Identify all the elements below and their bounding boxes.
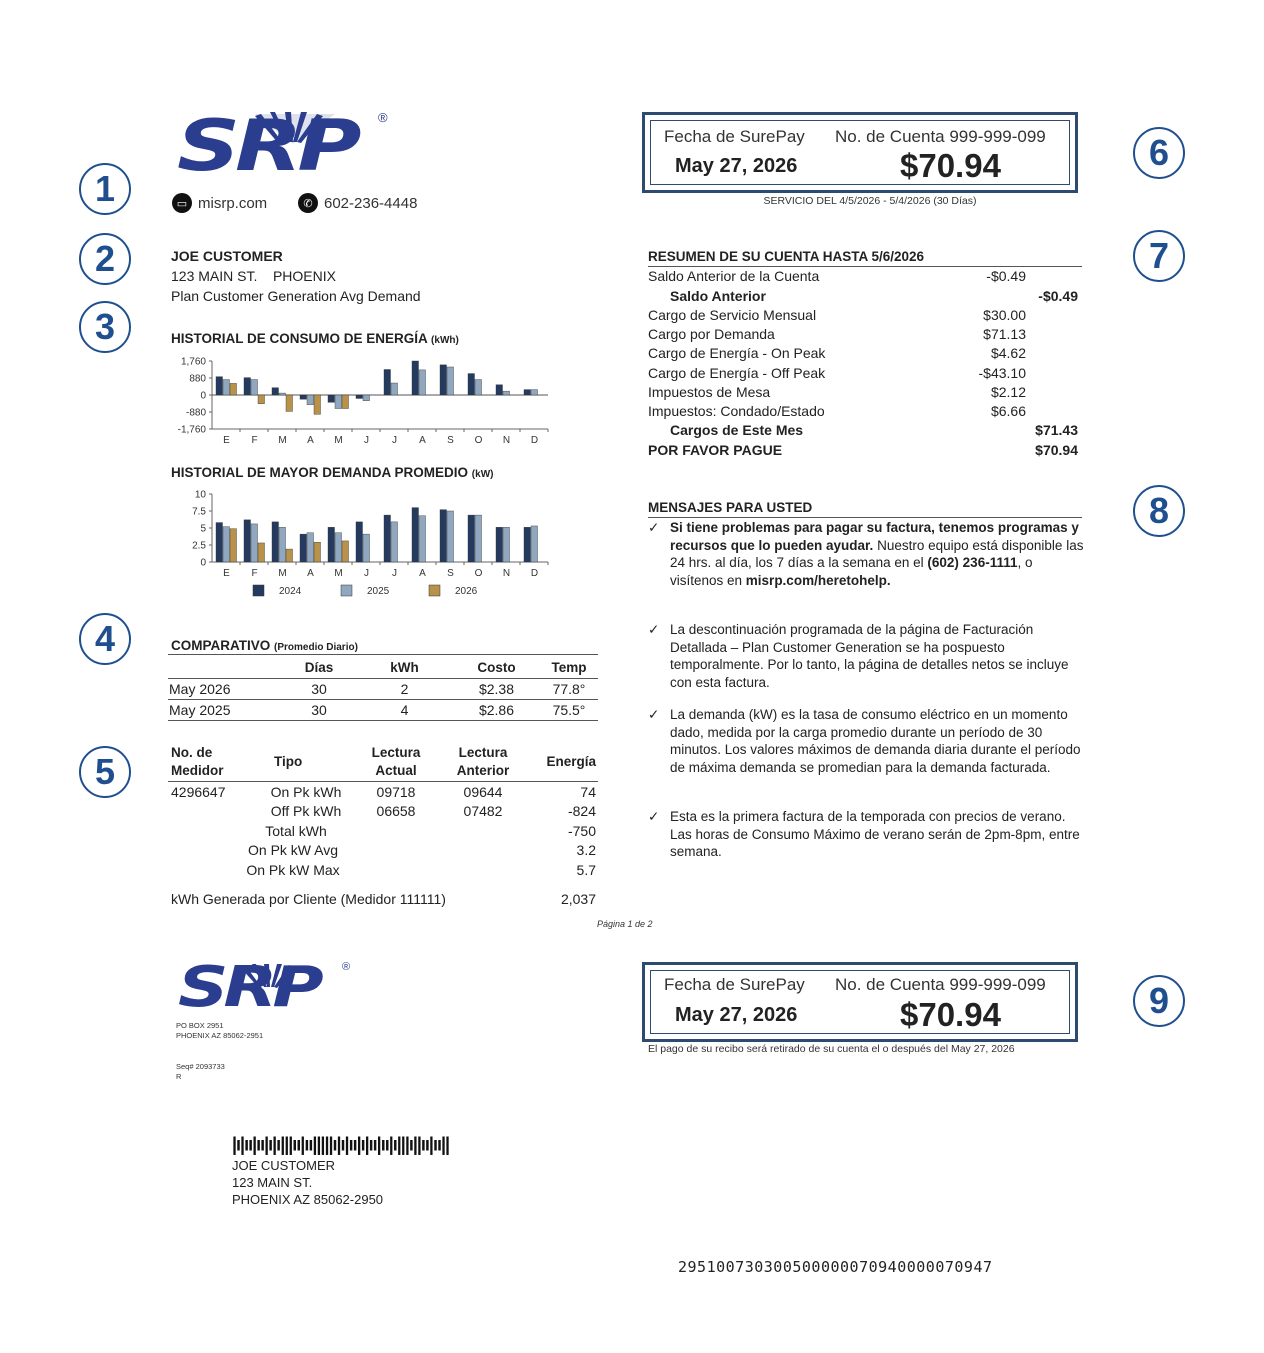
- monitor-icon: ▭: [172, 193, 192, 213]
- comparison-cell: 2: [400, 681, 409, 697]
- message-1-text: [670, 519, 1084, 589]
- bar-2026-M: [286, 395, 293, 411]
- bar-2024-N: [496, 385, 503, 395]
- customer-info: [171, 246, 421, 306]
- meter-energy: 74: [580, 784, 596, 800]
- bar-2024-J: [384, 515, 391, 562]
- message-1-body-2: , o visítenos en: [670, 555, 1033, 588]
- bar-2026-F: [258, 543, 265, 562]
- bar-2025-A: [307, 395, 314, 405]
- bar-2024-F: [244, 520, 251, 562]
- surepay-date: May 27, 2026: [675, 155, 798, 177]
- bar-2025-A: [307, 533, 314, 562]
- customer-city: PHOENIX: [272, 268, 336, 284]
- check-icon: ✓: [648, 520, 660, 535]
- y-tick-label: 0: [200, 557, 206, 569]
- y-tick-label: 1,760: [180, 356, 206, 368]
- bar-2025-A: [419, 370, 426, 395]
- summary-title: RESUMEN DE SU CUENTA HASTA 5/6/2026: [648, 249, 925, 264]
- meter-type: Total kWh: [265, 823, 327, 839]
- demand-history-chart: [168, 486, 554, 611]
- y-tick-label: 2.5: [192, 540, 206, 552]
- energy-history-title-text: HISTORIAL DE CONSUMO DE ENERGÍA: [171, 331, 428, 346]
- summary-row: [648, 403, 1080, 422]
- callout-7: 7: [1133, 230, 1185, 282]
- summary-row: [648, 307, 1080, 326]
- bar-2025-D: [531, 390, 538, 395]
- meter-rule: [168, 781, 598, 782]
- bar-2024-A: [412, 361, 419, 395]
- summary-row: [648, 345, 1080, 364]
- message-2: [648, 621, 1084, 691]
- mail-name: JOE CUSTOMER: [232, 1158, 336, 1173]
- srp-logo: [175, 105, 400, 187]
- summary-value: $4.62: [990, 345, 1026, 361]
- meter-header-previous-1: Lectura: [458, 745, 508, 760]
- messages-title: MENSAJES PARA USTED: [648, 500, 813, 515]
- bar-2024-M: [328, 395, 335, 402]
- meter-header-current-1: Lectura: [371, 745, 421, 760]
- meter-type: On Pk kW Max: [246, 862, 340, 878]
- comparison-header-days: Días: [282, 656, 356, 679]
- bar-2024-M: [328, 527, 335, 562]
- check-icon: ✓: [648, 809, 660, 824]
- bar-2025-M: [279, 393, 286, 395]
- bar-2026-A: [314, 542, 321, 562]
- comparison-cell: 30: [311, 681, 327, 697]
- table-row: [168, 700, 598, 721]
- x-tick-label: D: [530, 568, 539, 579]
- bar-2025-E: [223, 380, 230, 395]
- summary-row: [648, 384, 1080, 403]
- messages-rule: [648, 517, 1082, 518]
- x-tick-label: M: [278, 568, 287, 579]
- bar-2024-F: [244, 378, 251, 395]
- callout-8: 8: [1133, 485, 1185, 537]
- comparison-header-cost: Costo: [453, 656, 540, 679]
- surepay-label: Fecha de SurePay: [664, 127, 805, 146]
- bar-2026-M: [342, 541, 349, 562]
- bar-2024-A: [412, 508, 419, 562]
- legend-swatch-2025: [341, 585, 352, 596]
- comparison-cell: May 2026: [169, 681, 231, 697]
- bar-2025-J: [363, 534, 370, 562]
- summary-rule: [648, 266, 1082, 267]
- bar-2025-M: [279, 527, 286, 562]
- customer-plan: Plan Customer Generation Avg Demand: [171, 288, 421, 304]
- callout-6: 6: [1133, 127, 1185, 179]
- meter-type: Off Pk kWh: [270, 803, 342, 819]
- bar-2025-E: [223, 527, 230, 562]
- meter-energy: 3.2: [576, 842, 596, 858]
- x-tick-label: F: [251, 568, 258, 579]
- meter-header-previous-2: Anterior: [456, 763, 510, 778]
- customer-street: 123 MAIN ST.: [171, 268, 258, 284]
- y-tick-label: -1,760: [177, 424, 206, 436]
- customer-name: JOE CUSTOMER: [171, 248, 283, 264]
- comparison-header-kwh: kWh: [356, 656, 453, 679]
- bar-2025-F: [251, 380, 258, 395]
- message-2-text: La descontinuación programada de la página de Facturación Detallada – Plan Customer Generation se ha pospuesto temporalmente. Por lo tanto, la página de detalles netos se incluye con esta factura.: [670, 622, 1069, 690]
- bar-2024-J: [356, 522, 363, 562]
- message-4: [648, 808, 1084, 861]
- amount-due: $70.94: [900, 996, 1001, 1033]
- x-tick-label: J: [392, 435, 397, 446]
- bar-2025-S: [447, 511, 454, 562]
- y-tick-label: 880: [189, 373, 206, 385]
- x-tick-label: O: [474, 568, 483, 579]
- summary-row: [648, 442, 1080, 461]
- summary-value: -$43.10: [978, 365, 1026, 381]
- bar-2024-A: [300, 395, 307, 399]
- y-tick-label: -880: [185, 407, 206, 419]
- bar-2025-J: [363, 395, 370, 401]
- bar-2025-O: [475, 380, 482, 395]
- bar-2025-A: [419, 516, 426, 562]
- summary-total: $71.43: [1035, 422, 1078, 438]
- bar-2024-D: [524, 390, 531, 395]
- contact-web: [172, 193, 267, 213]
- help-phone: (602) 236-1111: [927, 555, 1018, 570]
- legend-swatch-2024: [253, 585, 264, 596]
- amount-to-pay: $70.94: [1035, 442, 1078, 458]
- scanline: 295100730300500000070940000070947: [678, 1258, 993, 1276]
- meter-header-meter-1: No. de: [171, 745, 213, 760]
- x-tick-label: J: [392, 568, 397, 579]
- x-tick-label: N: [502, 435, 511, 446]
- x-tick-label: A: [419, 568, 426, 579]
- legend-label-2026: 2026: [455, 586, 478, 597]
- legend-label-2025: 2025: [367, 586, 390, 597]
- message-3-text: La demanda (kW) es la tasa de consumo eléctrico en un momento dado, medida por la carga promedio durante un período de 30 minutos. Los valores máximos de demanda diaria durante el período de máxima demanda se promedian para la demanda facturada.: [670, 707, 1081, 775]
- bar-2026-E: [230, 383, 237, 395]
- bar-2025-O: [475, 515, 482, 562]
- x-tick-label: M: [278, 435, 287, 446]
- table-row: [168, 842, 598, 861]
- callout-2: 2: [79, 233, 131, 285]
- phone-icon: ✆: [298, 193, 318, 213]
- comparison-header-row: [168, 656, 598, 679]
- summary-label: Cargo de Energía - On Peak: [648, 345, 826, 361]
- bar-2024-N: [496, 527, 503, 562]
- x-tick-label: J: [364, 568, 369, 579]
- callout-3: 3: [79, 301, 131, 353]
- registered-mark: ®: [378, 110, 388, 125]
- bar-2024-J: [356, 395, 363, 398]
- summary-label: Cargo de Servicio Mensual: [648, 307, 817, 323]
- message-1-body: Nuestro equipo está disponible las 24 hrs. al día, los 7 días a la semana en el: [670, 537, 1084, 570]
- bar-2024-J: [384, 370, 391, 396]
- bar-2025-D: [531, 526, 538, 562]
- meter-type: On Pk kWh: [270, 784, 342, 800]
- service-period: SERVICIO DEL 4/5/2026 - 5/4/2026 (30 Días): [763, 195, 977, 207]
- x-tick-label: F: [251, 435, 258, 446]
- x-tick-label: O: [474, 435, 483, 446]
- x-tick-label: S: [447, 568, 454, 579]
- meter-previous: 07482: [463, 803, 503, 819]
- callout-9: 9: [1133, 975, 1185, 1027]
- message-1-bold: Si tiene problemas para pagar su factura, tenemos programas y recursos que lo pueden ayudar.: [670, 520, 1079, 553]
- energy-history-chart: [168, 352, 554, 454]
- account-number: No. de Cuenta 999-999-099: [835, 127, 1046, 146]
- check-icon: ✓: [648, 622, 660, 637]
- table-row: [168, 862, 598, 881]
- comparison-cell: 77.8°: [552, 681, 586, 697]
- comparison-cell: 30: [311, 702, 327, 718]
- x-tick-label: D: [530, 435, 539, 446]
- po-box: PO BOX 2951: [176, 1021, 224, 1030]
- logo-wordmark: SRP: [177, 105, 357, 187]
- contact-phone: [298, 193, 417, 213]
- bar-2024-S: [440, 365, 447, 395]
- x-tick-label: S: [447, 435, 454, 446]
- x-tick-label: E: [223, 568, 230, 579]
- bar-2024-O: [468, 374, 475, 395]
- meter-table: [168, 744, 598, 914]
- summary-row: [648, 268, 1080, 287]
- account-number: No. de Cuenta 999-999-099: [835, 975, 1046, 994]
- x-tick-label: M: [334, 435, 343, 446]
- x-tick-label: A: [419, 435, 426, 446]
- message-4-text: Esta es la primera factura de la temporada con precios de verano. Las horas de Consumo Máximo de verano serán de 2pm-8pm, entre semana.: [670, 809, 1080, 859]
- sequence-number: [176, 1062, 225, 1082]
- legend-label-2024: 2024: [279, 586, 302, 597]
- generated-value: 2,037: [560, 891, 596, 907]
- y-tick-label: 0: [200, 390, 206, 402]
- comparison-title: [171, 638, 358, 653]
- bar-2025-F: [251, 524, 258, 562]
- meter-header-current: [366, 744, 426, 780]
- summary-label: Cargos de Este Mes: [670, 422, 804, 438]
- x-tick-label: A: [307, 435, 314, 446]
- summary-label: Impuestos de Mesa: [648, 384, 771, 400]
- bar-2025-N: [503, 391, 510, 395]
- summary-row: [648, 422, 1080, 441]
- bar-2026-A: [314, 395, 321, 414]
- po-city: PHOENIX AZ 85062-2951: [176, 1031, 264, 1040]
- bar-2025-J: [391, 522, 398, 562]
- bar-2026-M: [342, 395, 349, 409]
- comparison-cell: $2.86: [478, 702, 515, 718]
- table-row: [168, 679, 598, 700]
- summary-label: POR FAVOR PAGUE: [648, 442, 783, 458]
- bar-2024-A: [300, 534, 307, 562]
- summary-value: -$0.49: [986, 268, 1026, 284]
- summary-value: $30.00: [983, 307, 1026, 323]
- bar-2026-M: [286, 549, 293, 562]
- x-tick-label: N: [502, 568, 511, 579]
- comparison-cell: $2.38: [478, 681, 515, 697]
- seq-line-2: R: [176, 1072, 182, 1081]
- y-tick-label: 5: [200, 523, 206, 535]
- comparison-rule: [168, 654, 598, 655]
- withdrawal-note: El pago de su recibo será retirado de su cuenta el o después del May 27, 2026: [648, 1043, 1015, 1055]
- bar-2024-M: [272, 522, 279, 562]
- table-row: [168, 823, 598, 842]
- x-tick-label: E: [223, 435, 230, 446]
- bar-2025-M: [335, 395, 342, 409]
- meter-energy: 5.7: [576, 862, 596, 878]
- summary-value: $2.12: [990, 384, 1026, 400]
- comparison-cell: 4: [400, 702, 409, 718]
- comparison-title-text: COMPARATIVO: [171, 638, 271, 653]
- check-icon: ✓: [648, 707, 660, 722]
- energy-history-unit: (kWh): [431, 335, 459, 346]
- callout-5: 5: [79, 746, 131, 798]
- callout-4: 4: [79, 613, 131, 665]
- demand-history-unit: (kW): [471, 469, 494, 480]
- meter-energy: -824: [567, 803, 596, 819]
- meter-actual: 06658: [376, 803, 416, 819]
- meter-header-meter: [171, 744, 224, 780]
- summary-row: [648, 288, 1080, 307]
- remit-address: [176, 1021, 263, 1041]
- meter-header-type: Tipo: [274, 754, 303, 769]
- mailing-address: [232, 1157, 383, 1208]
- bar-2024-D: [524, 527, 531, 562]
- bar-2025-J: [391, 383, 398, 395]
- comparison-cell: 75.5°: [552, 702, 586, 718]
- summary-row: [648, 365, 1080, 384]
- surepay-label: Fecha de SurePay: [664, 975, 805, 994]
- website-link[interactable]: misrp.com: [198, 194, 268, 212]
- y-tick-label: 7.5: [192, 506, 206, 518]
- page-number: Página 1 de 2: [597, 919, 653, 929]
- bar-2024-M: [272, 388, 279, 395]
- summary-label: Saldo Anterior de la Cuenta: [648, 268, 820, 284]
- summary-value: $6.66: [990, 403, 1026, 419]
- mail-city: PHOENIX AZ 85062-2950: [232, 1192, 384, 1207]
- meter-previous: 09644: [463, 784, 503, 800]
- message-1: [648, 519, 1084, 589]
- bar-2025-S: [447, 367, 454, 395]
- x-tick-label: A: [307, 568, 314, 579]
- table-row: [168, 784, 598, 803]
- meter-header-current-2: Actual: [375, 763, 417, 778]
- payment-box-bottom: [642, 962, 1078, 1042]
- meter-header-energy: Energía: [546, 754, 596, 769]
- meter-header-previous: [450, 744, 516, 780]
- bar-2024-E: [216, 377, 223, 395]
- payment-box-top: [642, 112, 1078, 193]
- table-row: [168, 803, 598, 822]
- callout-1: 1: [79, 163, 131, 215]
- comparison-header-blank: [168, 656, 282, 679]
- meter-number: 4296647: [171, 784, 226, 800]
- summary-label: Cargo por Demanda: [648, 326, 775, 342]
- bar-2026-F: [258, 395, 265, 404]
- bar-2024-E: [216, 523, 223, 562]
- srp-logo-remit: [176, 955, 356, 1020]
- legend-swatch-2026: [429, 585, 440, 596]
- x-tick-label: M: [334, 568, 343, 579]
- comparison-subtitle: (Promedio Diario): [274, 642, 358, 653]
- seq-line: Seq# 2093733: [176, 1062, 225, 1071]
- logo-wordmark: SRP: [178, 955, 319, 1020]
- mail-street: 123 MAIN ST.: [232, 1175, 313, 1190]
- registered-mark: ®: [342, 961, 351, 973]
- comparison-header-temp: Temp: [540, 656, 598, 679]
- surepay-date: May 27, 2026: [675, 1004, 798, 1026]
- meter-energy: -750: [567, 823, 596, 839]
- bar-2025-N: [503, 527, 510, 562]
- x-tick-label: J: [364, 435, 369, 446]
- summary-label: Saldo Anterior: [670, 288, 766, 304]
- y-tick-label: 10: [194, 489, 206, 501]
- generated-label: kWh Generada por Cliente (Medidor 111111): [171, 891, 446, 907]
- bar-2025-M: [335, 533, 342, 562]
- comparison-table: [168, 656, 598, 721]
- meter-header-meter-2: Medidor: [171, 763, 224, 778]
- bar-2024-S: [440, 510, 447, 562]
- message-3: [648, 706, 1084, 776]
- summary-row: [648, 326, 1080, 345]
- demand-history-title-text: HISTORIAL DE MAYOR DEMANDA PROMEDIO: [171, 465, 469, 480]
- phone-number[interactable]: 602-236-4448: [324, 194, 418, 212]
- bar-2026-E: [230, 529, 237, 562]
- help-link[interactable]: misrp.com/heretohelp.: [745, 572, 891, 588]
- postal-barcode: |ı|ıı|ıı|ı|ı|||ıı|ıı|||||ı|ı|ıı|ı|ıı|ıı|ı|||ı||ıı|ıı||: [232, 1132, 450, 1155]
- summary-total: -$0.49: [1038, 288, 1078, 304]
- demand-history-title: [171, 465, 493, 480]
- summary-label: Cargo de Energía - Off Peak: [648, 365, 826, 381]
- energy-history-title: [171, 331, 459, 346]
- summary-label: Impuestos: Condado/Estado: [648, 403, 825, 419]
- bar-2024-O: [468, 515, 475, 562]
- summary-value: $71.13: [983, 326, 1026, 342]
- amount-due: $70.94: [900, 147, 1001, 184]
- meter-actual: 09718: [376, 784, 416, 800]
- comparison-cell: May 2025: [169, 702, 231, 718]
- meter-type: On Pk kW Avg: [248, 842, 338, 858]
